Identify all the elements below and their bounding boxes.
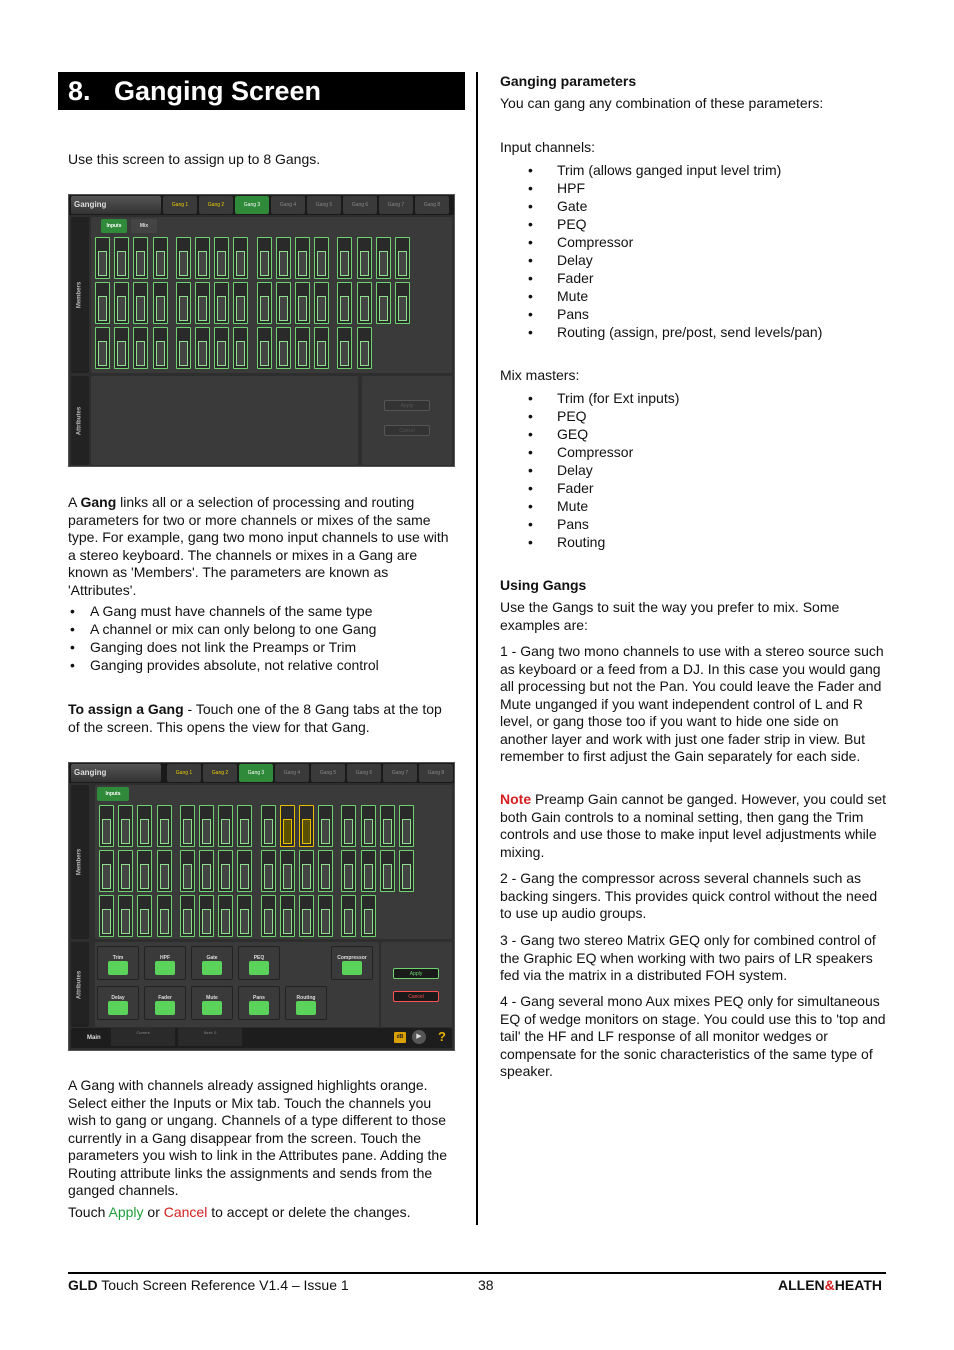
current-scene: Current [111,1028,175,1046]
channel-strip[interactable] [261,895,276,937]
channel-strip[interactable] [133,237,148,279]
apply-button[interactable]: Apply [393,968,439,979]
list-item: • Fader [500,479,888,497]
channel-strip[interactable] [137,805,152,847]
channel-strip[interactable] [357,237,372,279]
channel-strip[interactable] [318,805,333,847]
channel-strip[interactable] [357,327,372,369]
list-item: • Ganging provides absolute, not relative control [68,656,455,674]
gang-tab-3[interactable]: Gang 3 [235,196,269,214]
list-item: • HPF [500,179,888,197]
channel-strip[interactable] [257,327,272,369]
members-side-label: Members [71,217,89,373]
channel-strip[interactable] [395,282,410,324]
channel-strip[interactable] [314,282,329,324]
channel-strip[interactable] [376,282,391,324]
list-item: • Gate [500,197,888,215]
ganging-parameters-intro: You can gang any combination of these parameters: [500,95,824,111]
channel-strip[interactable] [341,895,356,937]
channel-strip[interactable] [295,282,310,324]
channel-strip[interactable] [180,805,195,847]
section-heading [58,72,465,110]
ganging-screenshot-2 [68,762,455,1051]
attr-compressor-button[interactable]: Compressor [331,946,373,980]
list-item: • A Gang must have channels of the same type [68,602,455,620]
note-paragraph: Note Preamp Gain cannot be ganged. However, you could set both Gain controls to a nominal setting, then gang the Trim controls and use those to make input level adjustments while mixing. [500,791,887,860]
channel-strip[interactable] [341,805,356,847]
channel-strip[interactable] [118,850,133,892]
channel-strip[interactable] [195,282,210,324]
channel-strip[interactable] [218,895,233,937]
input-channels-label: Input channels: [500,139,595,155]
channel-strip[interactable] [153,237,168,279]
channel-strip[interactable] [133,282,148,324]
channel-strip[interactable] [157,850,172,892]
channel-strip[interactable] [153,327,168,369]
gang-tab-8[interactable]: Gang 8 [415,196,449,214]
list-item: • Delay [500,461,888,479]
list-item: • Ganging does not link the Preamps or Trim [68,638,455,656]
channel-strip[interactable] [195,327,210,369]
channel-strip[interactable] [257,237,272,279]
channel-strip[interactable] [337,237,352,279]
gang-tab-5[interactable]: Gang 5 [311,764,345,782]
channel-strip[interactable] [176,282,191,324]
channel-strip[interactable] [153,282,168,324]
channel-strip[interactable] [295,327,310,369]
channel-strip[interactable] [299,850,314,892]
list-item: • Routing (assign, pre/post, send levels/pan) [500,323,888,341]
channel-strip[interactable] [114,282,129,324]
db-icon[interactable]: dB [394,1032,406,1043]
gang-tab-6[interactable]: Gang 6 [347,764,381,782]
attr-hpf-button[interactable]: HPF [144,946,186,980]
channel-strip[interactable] [114,327,129,369]
channel-strip[interactable] [157,805,172,847]
gang-tab-8[interactable]: Gang 8 [419,764,453,782]
channel-strip[interactable] [276,237,291,279]
list-item: • Delay [500,251,888,269]
screenshot-topbar [69,763,454,783]
gang-instructions-paragraph: A Gang with channels already assigned highlights orange. Select either the Inputs or Mix tab. Touch the channels you wish to gang or ungang. Channels of a type different to those currently in a Gang disappear from the screen. Touch the parameters you wish to link in the Attributes pane. Adding the Routing attribute links the assignments and sends from the ganged channels. [68,1077,448,1198]
brand-logo: ALLEN&HEATH [778,1277,882,1293]
channel-strip[interactable] [233,282,248,324]
channel-strip[interactable] [361,895,376,937]
channel-strip[interactable] [261,850,276,892]
channel-strip[interactable] [299,895,314,937]
list-item: • Fader [500,269,888,287]
action-pane [381,942,452,1027]
channel-strip[interactable] [361,850,376,892]
channel-strip[interactable] [276,327,291,369]
channel-strip[interactable] [280,850,295,892]
channel-strip[interactable] [199,805,214,847]
gang-tab-4[interactable]: Gang 4 [275,764,309,782]
channel-strip[interactable] [299,805,314,847]
using-gangs-intro: Use the Gangs to suit the way you prefer to mix. Some examples are: [500,599,840,633]
channel-strip[interactable] [195,237,210,279]
channel-strip[interactable] [218,805,233,847]
channel-strip[interactable] [137,850,152,892]
attr-fader-button[interactable]: Fader [144,986,186,1020]
members-pane [91,217,452,373]
input-channels-list [500,161,888,341]
list-item: • Mute [500,497,888,515]
mix-tab[interactable]: Mix [131,219,157,233]
attr-pans-button[interactable]: Pans [238,986,280,1020]
channel-strip[interactable] [318,895,333,937]
channel-strip[interactable] [280,895,295,937]
screenshot-topbar [69,195,454,215]
channel-strip[interactable] [176,237,191,279]
list-item: • Trim (allows ganged input level trim) [500,161,888,179]
example-1: 1 - Gang two mono channels to use with a stereo source such as keyboard or a feed from a DJ. In this case you would gang all processing but not the Pan. You could leave the Fader and Mute unganged if you want independent control of L and R level, or gang those too if you want to hide one side on another layer and work with just one fader strip in view. But remember to first adjust the Gain separately for each side. [500,643,884,764]
gang-tab-2[interactable]: Gang 2 [203,764,237,782]
channel-strip[interactable] [337,282,352,324]
list-item: • Pans [500,515,888,533]
channel-strip[interactable] [95,237,110,279]
gang-tab-7[interactable]: Gang 7 [379,196,413,214]
list-item: • Pans [500,305,888,323]
channel-strip[interactable] [214,237,229,279]
channel-strip[interactable] [399,805,414,847]
intro-text: Use this screen to assign up to 8 Gangs. [68,151,321,167]
mix-masters-list [500,389,888,551]
list-item: • Compressor [500,233,888,251]
apply-button-disabled[interactable]: Apply [384,400,430,411]
gang-tab-4[interactable]: Gang 4 [271,196,305,214]
attributes-side-label: Attributes [71,376,89,465]
scene-main-label: Main [87,1035,101,1041]
action-pane [362,376,452,465]
attributes-pane [95,942,379,1027]
channel-strip[interactable] [133,327,148,369]
inputs-tab[interactable]: Inputs [97,787,129,801]
page-number: 38 [478,1277,494,1293]
channel-strip[interactable] [257,282,272,324]
attr-trim-button[interactable]: Trim [97,946,139,980]
channel-strip[interactable] [380,805,395,847]
list-item: • Mute [500,287,888,305]
channel-strip[interactable] [137,895,152,937]
channel-strip[interactable] [318,850,333,892]
channel-strip[interactable] [233,327,248,369]
channel-strip[interactable] [314,327,329,369]
gang-tab-1[interactable]: Gang 1 [163,196,197,214]
channel-strip[interactable] [118,895,133,937]
channel-strip[interactable] [176,327,191,369]
status-bar [71,1028,452,1048]
example-3: 3 - Gang two stereo Matrix GEQ only for combined control of the Graphic EQ when working with two pairs of LR speakers fed via the matrix in a distributed FOH system. [500,932,876,983]
channel-strip[interactable] [237,895,252,937]
channel-strip[interactable] [237,850,252,892]
attr-delay-button[interactable]: Delay [97,986,139,1020]
cancel-button-disabled[interactable]: Cancel [384,425,430,436]
channel-strip[interactable] [218,850,233,892]
members-pane [95,785,452,939]
gang-tab-7[interactable]: Gang 7 [383,764,417,782]
channel-strip[interactable] [237,805,252,847]
channel-strip[interactable] [233,237,248,279]
footer-doc-title: GLD Touch Screen Reference V1.4 – Issue 1 [68,1277,349,1293]
footer-rule [68,1272,886,1274]
help-icon[interactable]: ? [438,1029,446,1044]
play-icon[interactable]: ▶ [412,1030,426,1044]
panel-title: Ganging [71,196,161,214]
gang-tab-2[interactable]: Gang 2 [199,196,233,214]
channel-strip[interactable] [214,327,229,369]
attr-peq-button[interactable]: PEQ [238,946,280,980]
list-item: • GEQ [500,425,888,443]
section-title: Ganging Screen [114,76,322,106]
ganging-screenshot-1 [68,194,455,467]
inputs-tab[interactable]: Inputs [101,219,127,233]
assign-gang-paragraph: To assign a Gang - Touch one of the 8 Gang tabs at the top of the screen. This opens the view for that Gang. [68,701,442,735]
channel-strip[interactable] [180,850,195,892]
channel-strip[interactable] [276,282,291,324]
list-item: • PEQ [500,407,888,425]
attr-routing-button[interactable]: Routing [285,986,327,1020]
channel-strip[interactable] [399,850,414,892]
apply-cancel-instruction: Touch Apply or Cancel to accept or delete the changes. [68,1204,411,1220]
channel-strip[interactable] [261,805,276,847]
channel-strip[interactable] [341,850,356,892]
channel-strip[interactable] [214,282,229,324]
channel-strip[interactable] [157,895,172,937]
channel-strip[interactable] [95,327,110,369]
channel-strip[interactable] [199,850,214,892]
example-4: 4 - Gang several mono Aux mixes PEQ only for simultaneous EQ of wedge monitors on stage. You could use this to 'top and tail' the HF and LF response of all monitor wedges or compensate for the sonic characteristics of the same type of speaker. [500,993,886,1079]
list-item: • Trim (for Ext inputs) [500,389,888,407]
channel-strip[interactable] [357,282,372,324]
gang-definition-paragraph: A Gang links all or a selection of processing and routing parameters for two or more channels or mixes of the same type. For example, gang two mono input channels to use with a stereo keyboard. The channels or mixes in a Gang are known as 'Members'. The parameters are known as 'Attributes'. [68,494,449,598]
channel-strip[interactable] [199,895,214,937]
channel-strip[interactable] [314,237,329,279]
example-2: 2 - Gang the compressor across several channels such as backing singers. This provides quick control without the need to use up audio groups. [500,870,878,921]
channel-strip[interactable] [337,327,352,369]
mix-masters-label: Mix masters: [500,367,580,383]
gang-tab-1[interactable]: Gang 1 [167,764,201,782]
ganging-parameters-heading: Ganging parameters [500,73,637,89]
list-item: • A channel or mix can only belong to one Gang [68,620,455,638]
attr-mute-button[interactable]: Mute [191,986,233,1020]
channel-strip[interactable] [180,895,195,937]
channel-strip[interactable] [99,850,114,892]
channel-strip[interactable] [280,805,295,847]
channel-strip[interactable] [395,237,410,279]
channel-strip[interactable] [295,237,310,279]
list-item: • PEQ [500,215,888,233]
channel-strip[interactable] [99,805,114,847]
channel-strip[interactable] [99,895,114,937]
section-number: 8. [68,76,91,106]
channel-strip[interactable] [376,237,391,279]
gang-tab-6[interactable]: Gang 6 [343,196,377,214]
using-gangs-heading: Using Gangs [500,577,587,593]
channel-strip[interactable] [380,850,395,892]
gang-tab-3[interactable]: Gang 3 [239,764,273,782]
attributes-side-label: Attributes [71,942,89,1027]
channel-strip[interactable] [361,805,376,847]
members-side-label: Members [71,785,89,939]
list-item: • Compressor [500,443,888,461]
column-divider [476,72,478,1225]
gang-rules-list [68,602,455,674]
cancel-button[interactable]: Cancel [393,991,439,1002]
channel-strip[interactable] [95,282,110,324]
attributes-pane [91,376,358,465]
channel-strip[interactable] [114,237,129,279]
gang-tab-5[interactable]: Gang 5 [307,196,341,214]
list-item: • Routing [500,533,888,551]
next-scene: Next: 0 [178,1028,242,1046]
panel-title: Ganging [71,764,161,782]
attr-gate-button[interactable]: Gate [191,946,233,980]
channel-strip[interactable] [118,805,133,847]
